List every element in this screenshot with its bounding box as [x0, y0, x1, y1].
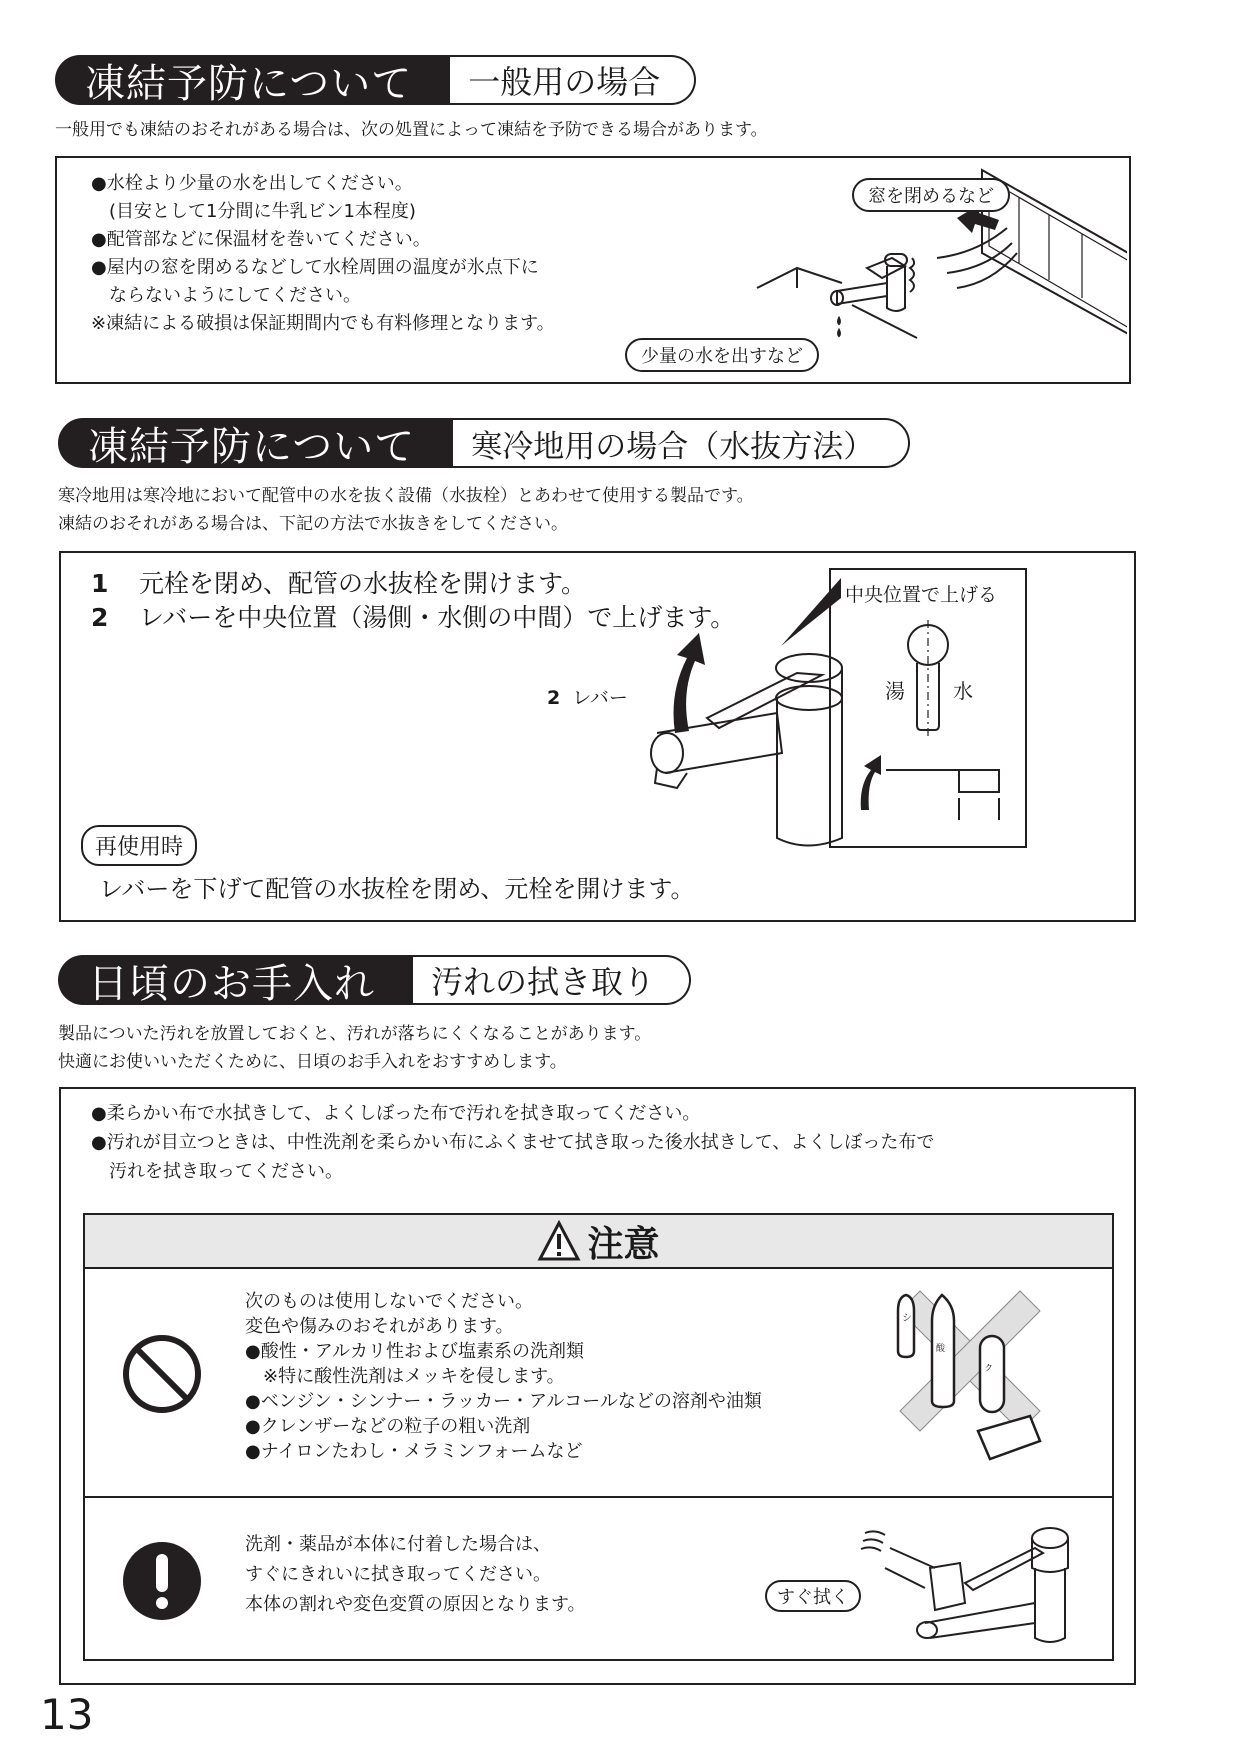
- intro-line: 快適にお使いいただくために、日頃のお手入れをおすすめします。: [58, 1052, 567, 1072]
- svg-text:酸: 酸: [936, 1344, 946, 1354]
- intro-line: 製品についた汚れを放置しておくと、汚れが落ちにくくなることがあります。: [58, 1024, 652, 1044]
- caution-line: ●酸性・アルカリ性および塩素系の洗剤類: [245, 1341, 584, 1362]
- instruction-line: ●柔らかい布で水拭きして、よくしぼった布で汚れを拭き取ってください。: [91, 1103, 701, 1124]
- section-title: 凍結予防について: [55, 55, 450, 105]
- warning-triangle-icon: [537, 1220, 581, 1262]
- drain-procedure-box: [59, 551, 1136, 922]
- cold-label: 水: [953, 679, 973, 703]
- section-subtitle: 汚れの拭き取り: [413, 955, 691, 1005]
- step-2: [91, 601, 735, 635]
- section-header-frost-general: [55, 55, 696, 105]
- prohibition-icon: [121, 1333, 203, 1415]
- lever-top-view: [831, 570, 1025, 846]
- caution-row-prohibited: [85, 1269, 1112, 1498]
- wiping-faucet-illustration: [855, 1508, 1095, 1648]
- caution-line: ●ナイロンたわし・メラミンフォームなど: [245, 1441, 583, 1462]
- caution-row-wipe: [85, 1498, 1112, 1658]
- wipe-instructions: [245, 1530, 586, 1620]
- section-subtitle: 寒冷地用の場合（水抜方法）: [453, 418, 910, 468]
- thinner-label: シ: [902, 1313, 912, 1324]
- frost-general-instructions: [91, 170, 555, 338]
- instruction-line: ならないようにしてください。: [91, 285, 361, 306]
- reuse-label: 再使用時: [81, 825, 197, 866]
- intro-line: 寒冷地用は寒冷地において配管中の水を抜く設備（水抜栓）とあわせて使用する製品です。: [58, 486, 754, 506]
- step-text: 元栓を閉め、配管の水抜栓を開けます。: [139, 569, 587, 598]
- section-header-daily-care: [58, 955, 691, 1005]
- svg-text:ク: ク: [984, 1364, 994, 1374]
- caution-line: 洗剤・薬品が本体に付着した場合は、: [245, 1534, 551, 1555]
- section-title: 凍結予防について: [58, 418, 453, 468]
- caution-header: [85, 1215, 1112, 1269]
- section-subtitle: 一般用の場合: [450, 55, 696, 105]
- caution-line: すぐにきれいに拭き取ってください。: [245, 1564, 551, 1585]
- caution-panel: [83, 1213, 1114, 1661]
- instruction-line: ※凍結による破損は保証期間内でも有料修理となります。: [91, 313, 555, 334]
- callout-small-water: 少量の水を出すなど: [625, 338, 819, 372]
- mandatory-exclamation-icon: [121, 1540, 203, 1622]
- caution-line: 本体の割れや変色変質の原因となります。: [245, 1594, 586, 1615]
- section-header-frost-cold: [58, 418, 910, 468]
- callout-close-window: 窓を閉めるなど: [852, 178, 1010, 212]
- prohibited-cleaners-illustration: [880, 1281, 1055, 1481]
- caution-line: ※特に酸性洗剤はメッキを侵します。: [245, 1366, 565, 1387]
- caution-line: ●クレンザーなどの粒子の粗い洗剤: [245, 1416, 531, 1437]
- prohibited-list: [245, 1289, 762, 1464]
- caution-line: ●ベンジン・シンナー・ラッカー・アルコールなどの溶剤や油類: [245, 1391, 762, 1412]
- instruction-line: ●水栓より少量の水を出してください。: [91, 173, 413, 194]
- section-intro: [58, 1020, 651, 1076]
- daily-care-box: [59, 1087, 1136, 1685]
- instruction-line: ●屋内の窓を閉めるなどして水栓周囲の温度が氷点下に: [91, 257, 539, 278]
- hot-label: 湯: [885, 679, 905, 703]
- instruction-line: ●配管部などに保温材を巻いてください。: [91, 229, 431, 250]
- step-1: [91, 567, 586, 601]
- instruction-line: (目安として1分間に牛乳ビン1本程度): [91, 201, 416, 222]
- section-intro: [58, 482, 754, 538]
- caution-line: 変色や傷みのおそれがあります。: [245, 1316, 514, 1337]
- center-position-inset: [829, 568, 1027, 848]
- caution-title: 注意: [587, 1223, 660, 1265]
- instruction-line: 汚れを拭き取ってください。: [91, 1161, 343, 1182]
- inset-title: 中央位置で上げる: [845, 584, 998, 606]
- intro-line: 凍結のおそれがある場合は、下記の方法で水抜きをしてください。: [58, 514, 568, 534]
- lever-label-number: 2: [547, 687, 561, 709]
- step-text: レバーを中央位置（湯側・水側の中間）で上げます。: [139, 603, 736, 632]
- frost-general-box: [55, 156, 1131, 384]
- step-number: 2: [91, 603, 109, 632]
- section-title: 日頃のお手入れ: [58, 955, 413, 1005]
- instruction-line: ●汚れが目立つときは、中性洗剤を柔らかい布にふくませて拭き取った後水拭きして、よくしぼった布で: [91, 1132, 935, 1153]
- step-number: 1: [91, 569, 109, 598]
- caution-line: 次のものは使用しないでください。: [245, 1291, 533, 1312]
- cleaning-instructions: [91, 1099, 934, 1186]
- lever-label-text: レバー: [572, 687, 628, 709]
- callout-wipe-immediately: すぐ拭く: [765, 1580, 861, 1612]
- faucet-window-illustration: [641, 158, 1127, 380]
- section-intro: 一般用でも凍結のおそれがある場合は、次の処置によって凍結を予防できる場合があります。: [55, 120, 768, 140]
- reuse-text: レバーを下げて配管の水抜栓を閉め、元栓を開けます。: [99, 875, 695, 903]
- lever-label: [547, 683, 628, 710]
- page-number: 13: [40, 1690, 94, 1739]
